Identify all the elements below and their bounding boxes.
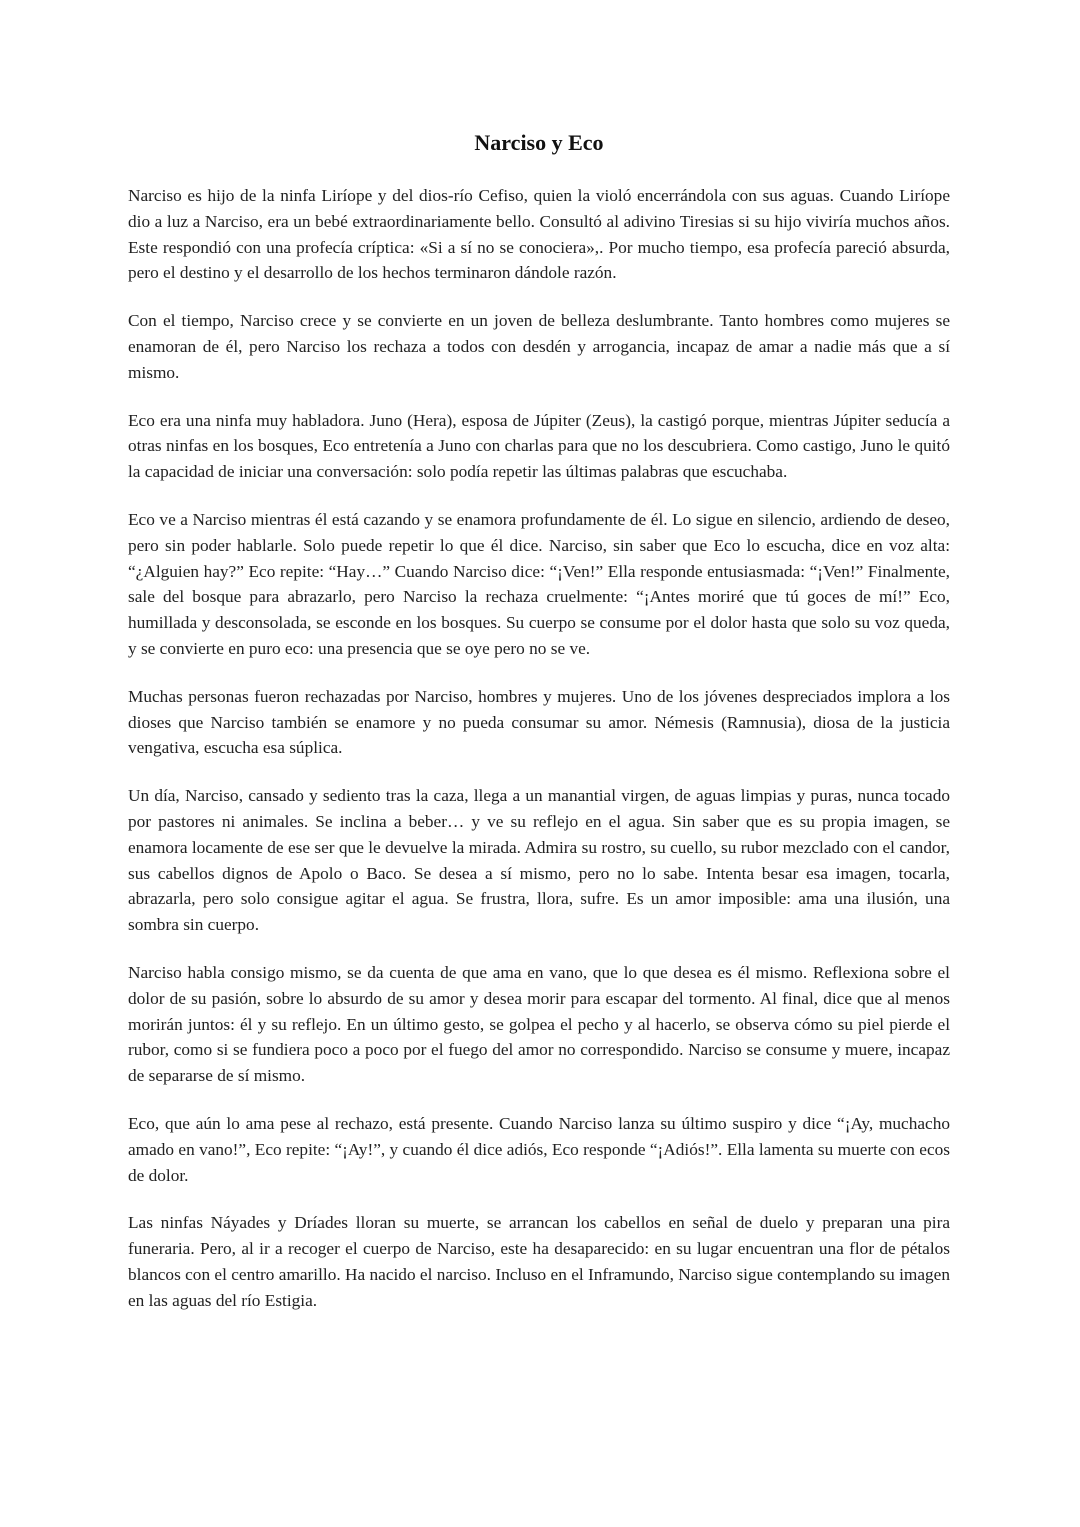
paragraph-4: Eco ve a Narciso mientras él está cazando y se enamora profundamente de él. Lo sigue en silencio, ardiendo de deseo, pero sin poder hablarle. Solo puede repetir lo que él dice. Narciso, sin saber que Eco lo escucha, dice en voz alta: “¿Alguien hay?” Eco repite: “Hay…” Cuando Narciso dice: “¡Ven!” Ella responde entusiasmada: “¡Ven!” Finalmente, sale del bosque para abrazarlo, pero Narciso la rechaza cruelmente: “¡Antes moriré que tú goces de mí!” Eco, humillada y desconsolada, se esconde en los bosques. Su cuerpo se consume por el dolor hasta que solo su voz queda, y se convierte en puro eco: una presencia que se oye pero no se ve. — [128, 509, 950, 658]
paragraph-8: Eco, que aún lo ama pese al rechazo, está presente. Cuando Narciso lanza su último suspiro y dice “¡Ay, muchacho amado en vano!”, Eco repite: “¡Ay!”, y cuando él dice adiós, Eco responde “¡Adiós!”. Ella lamenta su muerte con ecos de dolor. — [128, 1113, 950, 1185]
paragraph-5: Muchas personas fueron rechazadas por Narciso, hombres y mujeres. Uno de los jóvenes despreciados implora a los dioses que Narciso también se enamore y no pueda consumar su amor. Némesis (Ramnusia), diosa de la justicia vengativa, escucha esa súplica. — [128, 686, 950, 758]
paragraph-6: Un día, Narciso, cansado y sediento tras la caza, llega a un manantial virgen, de aguas limpias y puras, nunca tocado por pastores ni animales. Se inclina a beber… y ve su reflejo en el agua. Sin saber que es su propia imagen, se enamora locamente de ese ser que le devuelve la mirada. Admira su rostro, su cuello, su rubor mezclado con el candor, sus cabellos dignos de Apolo o Baco. Se desea a sí mismo, pero no lo sabe. Intenta besar esa imagen, tocarla, abrazarla, pero solo consigue agitar el agua. Se frustra, llora, sufre. Es un amor imposible: ama una ilusión, una sombra sin cuerpo. — [128, 786, 950, 935]
paragraph-1: Narciso es hijo de la ninfa Liríope y del dios-río Cefiso, quien la violó encerrándola con sus aguas. Cuando Liríope dio a luz a Narciso, era un bebé extraordinariamente bello. Consultó al adivino Tiresias si su hijo viviría muchos años. Este respondió con una profecía críptica: «Si a sí no se conociera»,. Por mucho tiempo, esa profecía pareció absurda, pero el destino y el desarrollo de los hechos terminaron dándole razón. — [128, 186, 950, 283]
paragraph-9: Las ninfas Náyades y Dríades lloran su muerte, se arrancan los cabellos en señal de duelo y preparan una pira funeraria. Pero, al ir a recoger el cuerpo de Narciso, este ha desaparecido: en su lugar encuentran una flor de pétalos blancos con el centro amarillo. Ha nacido el narciso. Incluso en el Inframundo, Narciso sigue contemplando su imagen en las aguas del río Estigia. — [128, 1213, 950, 1310]
document-body — [128, 128, 950, 1313]
paragraph-7: Narciso habla consigo mismo, se da cuenta de que ama en vano, que lo que desea es él mismo. Reflexiona sobre el dolor de su pasión, sobre lo absurdo de su amor y desea morir para escapar del tormento. Al final, dice que al menos morirán juntos: él y su reflejo. En un último gesto, se golpea el pecho y al hacerlo, se observa cómo su piel pierde el rubor, como si se fundiera poco a poco por el fuego del amor no correspondido. Narciso se consume y muere, incapaz de separarse de sí mismo. — [128, 962, 950, 1086]
document-title: Narciso y Eco — [474, 130, 604, 155]
paragraph-3: Eco era una ninfa muy habladora. Juno (Hera), esposa de Júpiter (Zeus), la castigó porque, mientras Júpiter seducía a otras ninfas en los bosques, Eco entretenía a Juno con charlas para que no los descubriera. Como castigo, Juno le quitó la capacidad de iniciar una conversación: solo podía repetir las últimas palabras que escuchaba. — [128, 410, 950, 482]
paragraph-2: Con el tiempo, Narciso crece y se convierte en un joven de belleza deslumbrante. Tanto hombres como mujeres se enamoran de él, pero Narciso los rechaza a todos con desdén y arrogancia, incapaz de amar a nadie más que a sí mismo. — [128, 311, 950, 382]
